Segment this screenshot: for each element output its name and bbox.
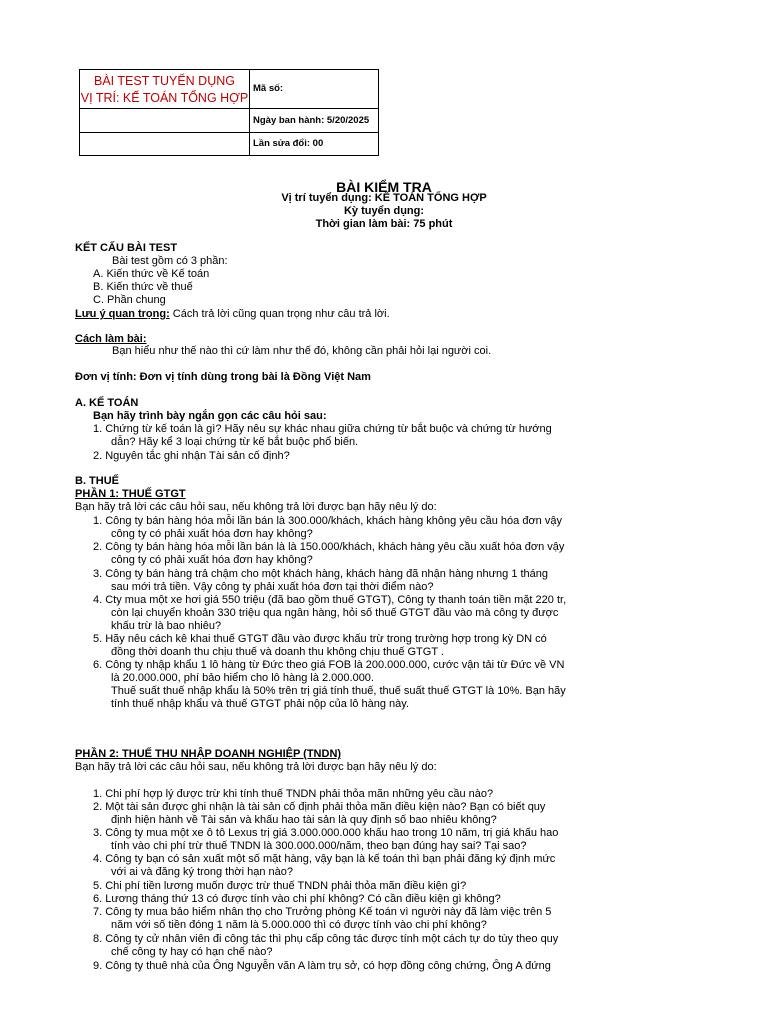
part2-line: với ai và đăng ký trong thời hạn nào?	[111, 866, 293, 878]
part1-line: 1. Công ty bán hàng hóa mỗi lần bán là 300.000/khách, khách hàng không yêu cầu hóa đơn vậy	[93, 515, 562, 527]
part1-line: công ty có phải xuất hóa đơn hay không?	[111, 554, 313, 566]
part2-line: 3. Công ty mua một xe ô tô Lexus trị giá 3.000.000.000 khấu hao trong 10 năm, trị giá khấu hao	[93, 827, 559, 839]
part1-line: sau mới trả tiền. Vậy công ty phải xuất hóa đơn tại thời điểm nào?	[111, 581, 434, 593]
part1-line: 4. Cty mua một xe hơi giá 550 triệu (đã bao gồm thuế GTGT), Công ty thanh toán tiền mặt 220 tr,	[93, 594, 567, 606]
section-a-line: dẫn? Hãy kể 3 loại chứng từ kế bắt buộc phổ biến.	[111, 436, 359, 448]
part1-line: công ty có phải xuất hóa đơn hay không?	[111, 528, 313, 540]
issue-date: Ngày ban hành: 5/20/2025	[253, 115, 370, 126]
structure-part-b: B. Kiến thức về thuế	[93, 281, 193, 293]
part1-heading: PHẦN 1: THUẾ GTGT	[75, 488, 186, 500]
position-line: Vị trí tuyển dụng: KẾ TOÁN TỔNG HỢP	[281, 192, 487, 204]
part1-line: đồng thời doanh thu chịu thuế và doanh thu không chịu thuế GTGT .	[111, 646, 444, 658]
section-a-instruction: Bạn hãy trình bày ngắn gọn các câu hỏi sau:	[93, 410, 327, 422]
page-title: BÀI KIỂM TRA	[336, 179, 432, 195]
structure-heading: KẾT CẤU BÀI TEST	[75, 242, 178, 254]
part2-line: 6. Lương tháng thứ 13 có được tính vào chi phí không? Có cần điều kiện gì không?	[93, 893, 501, 905]
part1-line: 5. Hãy nêu cách kê khai thuế GTGT đầu vào được khấu trừ trong trường hợp trong kỳ DN có	[93, 633, 547, 645]
part1-line: 3. Công ty bán hàng trả chậm cho một khách hàng, khách hàng đã nhận hàng nhưng 1 tháng	[93, 568, 549, 580]
part2-line: tính vào chi phí trừ thuế TNDN là 300.000.000/năm, theo bạn đúng hay sai? Tại sao?	[111, 840, 527, 852]
duration-line: Thời gian làm bài: 75 phút	[315, 218, 453, 230]
part2-line: 4. Công ty bạn có sản xuất một số mặt hàng, vậy bạn là kế toán thì bạn phải đăng ký định mức	[93, 853, 556, 865]
header-title-line1: BÀI TEST TUYỂN DỤNG	[93, 74, 235, 88]
part2-line: 8. Công ty cử nhân viên đi công tác thì phụ cấp công tác được tính một cách tự do tùy theo quy	[93, 933, 559, 945]
part1-line: 6. Công ty nhập khẩu 1 lô hàng từ Đức theo giá FOB là 200.000.000, cước vận tải từ Đức về VN	[93, 659, 565, 671]
part1-line: khấu trừ là bao nhiêu?	[111, 620, 222, 632]
part2-heading: PHẦN 2: THUẾ THU NHẬP DOANH NGHIỆP (TNDN)	[75, 748, 342, 760]
part1-line: tính thuế nhập khẩu và thuế GTGT phải nộp của lô hàng này.	[111, 698, 410, 710]
part2-line: năm với số tiền đóng 1 năm là 5.000.000 thì có được tính vào chi phí không?	[111, 919, 487, 931]
important-note-text: Cách trả lời cũng quan trọng như câu trả lời.	[169, 308, 390, 320]
part2-line: 9. Công ty thuê nhà của Ông Nguyễn văn A làm trụ sở, có hợp đồng công chứng, Ông A đứng	[93, 960, 551, 972]
section-a-heading: A. KẾ TOÁN	[75, 397, 139, 409]
part1-line: 2. Công ty bán hàng hóa mỗi lần bán là là 150.000/khách, khách hàng yêu cầu xuất hóa đơn vậy	[93, 541, 565, 553]
method-text: Bạn hiểu như thế nào thì cứ làm như thế đó, không cần phải hỏi lại người coi.	[112, 345, 492, 357]
structure-part-a: A. Kiến thức về Kế toán	[93, 268, 210, 280]
header-title	[80, 73, 249, 107]
important-note	[75, 308, 390, 321]
part2-intro: Bạn hãy trả lời các câu hỏi sau, nếu không trả lời được bạn hãy nêu lý do:	[75, 761, 437, 773]
section-a-line: 1. Chứng từ kế toán là gì? Hãy nêu sự khác nhau giữa chứng từ bắt buộc và chứng từ hướng	[93, 423, 552, 435]
part2-line: 1. Chi phí hợp lý được trừ khi tính thuế TNDN phải thỏa mãn những yêu cầu nào?	[93, 788, 494, 800]
header-title-line2: VỊ TRÍ: KẾ TOÁN TỔNG HỢP	[80, 91, 249, 105]
part2-line: chế công ty hay có hạn chế nào?	[111, 946, 273, 958]
header-table	[79, 69, 379, 156]
method-label: Cách làm bài:	[75, 333, 147, 345]
structure-part-c: C. Phần chung	[93, 294, 166, 306]
part2-line: 5. Chi phí tiền lương muốn được trừ thuế TNDN phải thỏa mãn điều kiện gì?	[93, 880, 467, 892]
structure-intro: Bài test gồm có 3 phần:	[112, 255, 228, 267]
important-note-label: Lưu ý quan trọng:	[75, 308, 170, 320]
section-b-heading: B. THUẾ	[75, 475, 119, 487]
part1-line: là 20.000.000, phí bảo hiểm cho lô hàng là 2.000.000.	[111, 672, 374, 684]
part1-intro: Bạn hãy trả lời các câu hỏi sau, nếu không trả lời được bạn hãy nêu lý do:	[75, 501, 437, 513]
part1-line: còn lại chuyển khoản 330 triệu qua ngân hàng, hỏi số thuế GTGT đầu vào mà công ty được	[111, 607, 559, 619]
part2-line: định hiện hành về Tài sản và khấu hao tài sản là quy định số bao nhiêu không?	[111, 814, 497, 826]
period-line: Kỳ tuyển dụng:	[343, 205, 425, 217]
part2-line: 2. Một tài sản được ghi nhận là tài sản cố định phải thỏa mãn điều kiện nào? Bạn có biết quy	[93, 801, 546, 813]
part2-line: 7. Công ty mua bảo hiểm nhân thọ cho Trưởng phòng Kế toán vì người này đã làm việc trên 5	[93, 906, 552, 918]
section-a-line: 2. Nguyên tắc ghi nhận Tài sản cố định?	[93, 450, 290, 462]
revision-number: Lần sửa đổi: 00	[253, 138, 324, 149]
part1-line: Thuế suất thuế nhập khẩu là 50% trên trị giá tính thuế, thuế suất thuế GTGT là 10%. Bạn hãy	[111, 685, 566, 697]
unit-line: Đơn vị tính: Đơn vị tính dùng trong bài là Đồng Việt Nam	[75, 371, 371, 383]
document-code: Mã số:	[253, 83, 284, 94]
